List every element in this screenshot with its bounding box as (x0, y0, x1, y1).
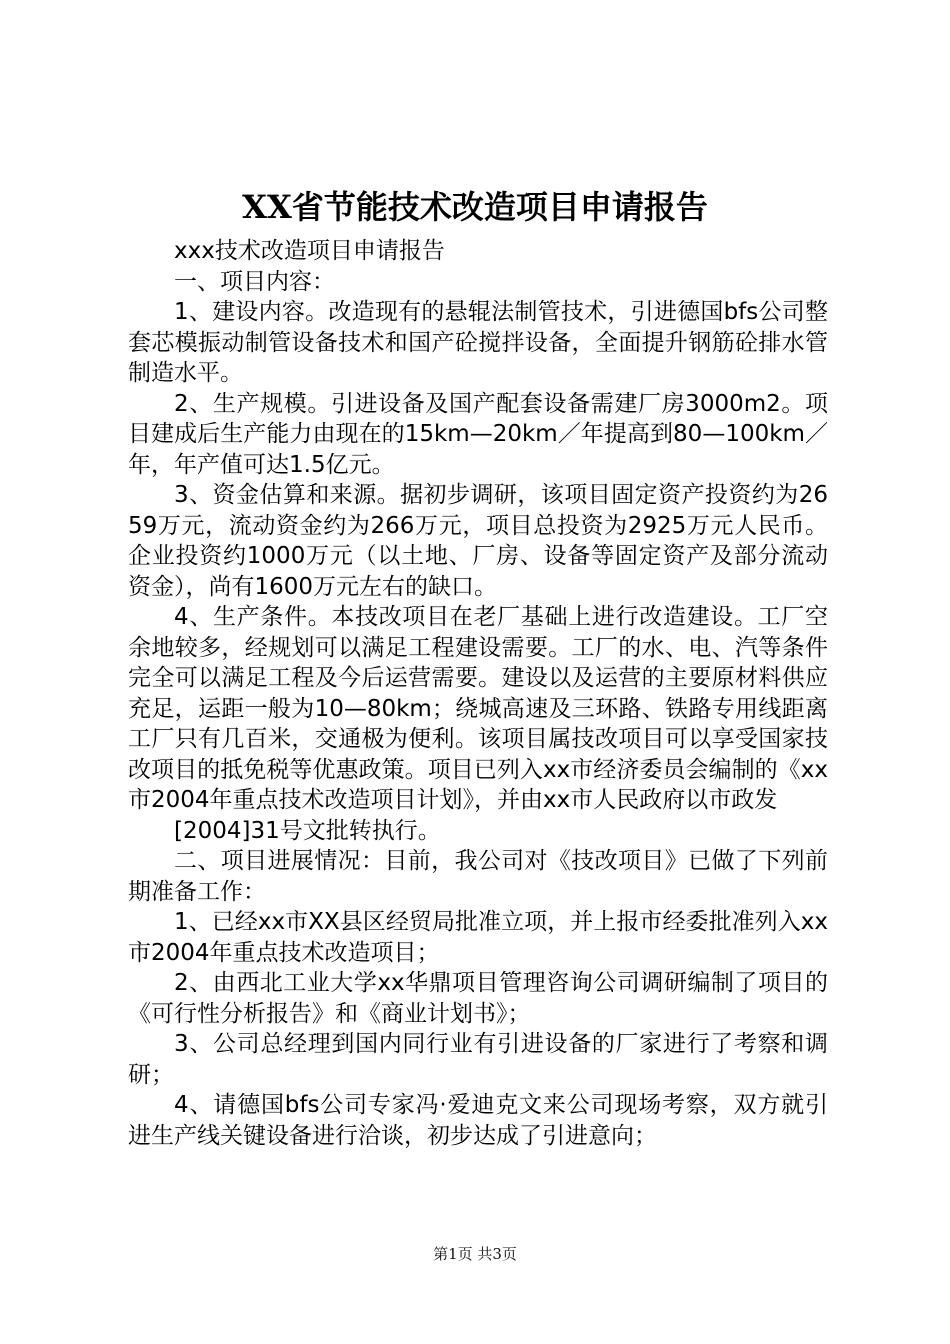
paragraph-construction-content: 1、建设内容。改造现有的悬辊法制管技术，引进德国bfs公司整套芯模振动制管设备技术和国产砼搅拌设备，全面提升钢筋砼排水管制造水平。 (128, 299, 828, 386)
paragraph-progress-item-4: 4、请德国bfs公司专家冯·爱迪克文来公司现场考察，双方就引进生产线关键设备进行洽谈，初步达成了引进意向； (128, 1092, 828, 1149)
paragraph-funding: 3、资金估算和来源。据初步调研，该项目固定资产投资约为2659万元，流动资金约为266万元，项目总投资为2925万元人民币。企业投资约1000万元（以土地、厂房、设备等固定资产及部分流动资金），尚有1600万元左右的缺口。 (128, 482, 828, 600)
document-title: XX省节能技术改造项目申请报告 (242, 188, 708, 226)
document-body (128, 236, 828, 1151)
paragraph-progress-item-2: 2、由西北工业大学xx华鼎项目管理咨询公司调研编制了项目的《可行性分析报告》和《商业计划书》； (128, 970, 828, 1027)
paragraph-progress-item-3: 3、公司总经理到国内同行业有引进设备的厂家进行了考察和调研； (128, 1031, 828, 1088)
paragraph-production-conditions: 4、生产条件。本技改项目在老厂基础上进行改造建设。工厂空余地较多，经规划可以满足工程建设需要。工厂的水、电、汽等条件完全可以满足工程及今后运营需要。建设以及运营的主要原材料供应充足，运距一般为10—80km；绕城高速及三环路、铁路专用线距离工厂只有几百米，交通极为便利。该项目属技改项目可以享受国家技改项目的抵免税等优惠政策。项目已列入xx市经济委员会编制的《xx市2004年重点技术改造项目计划》，并由xx市人民政府以市政发 (128, 604, 828, 813)
paragraph-section-one-heading: 一、项目内容： (174, 268, 335, 295)
paragraph-section-two-heading: 二、项目进展情况：目前，我公司对《技改项目》已做了下列前期准备工作： (128, 848, 828, 905)
paragraph-report-subtitle: xxx技术改造项目申请报告 (174, 238, 445, 264)
page-footer: 第1页 共3页 (433, 1245, 517, 1263)
paragraph-production-scale: 2、生产规模。引进设备及国产配套设备需建厂房3000m2。项目建成后生产能力由现在的15km—20km／年提高到80—100km／年，年产值可达1.5亿元。 (128, 390, 828, 478)
paragraph-progress-item-1: 1、已经xx市XX县区经贸局批准立项，并上报市经委批准列入xx市2004年重点技术改造项目； (128, 909, 828, 966)
paragraph-document-number: [2004]31号文批转执行。 (174, 817, 441, 844)
